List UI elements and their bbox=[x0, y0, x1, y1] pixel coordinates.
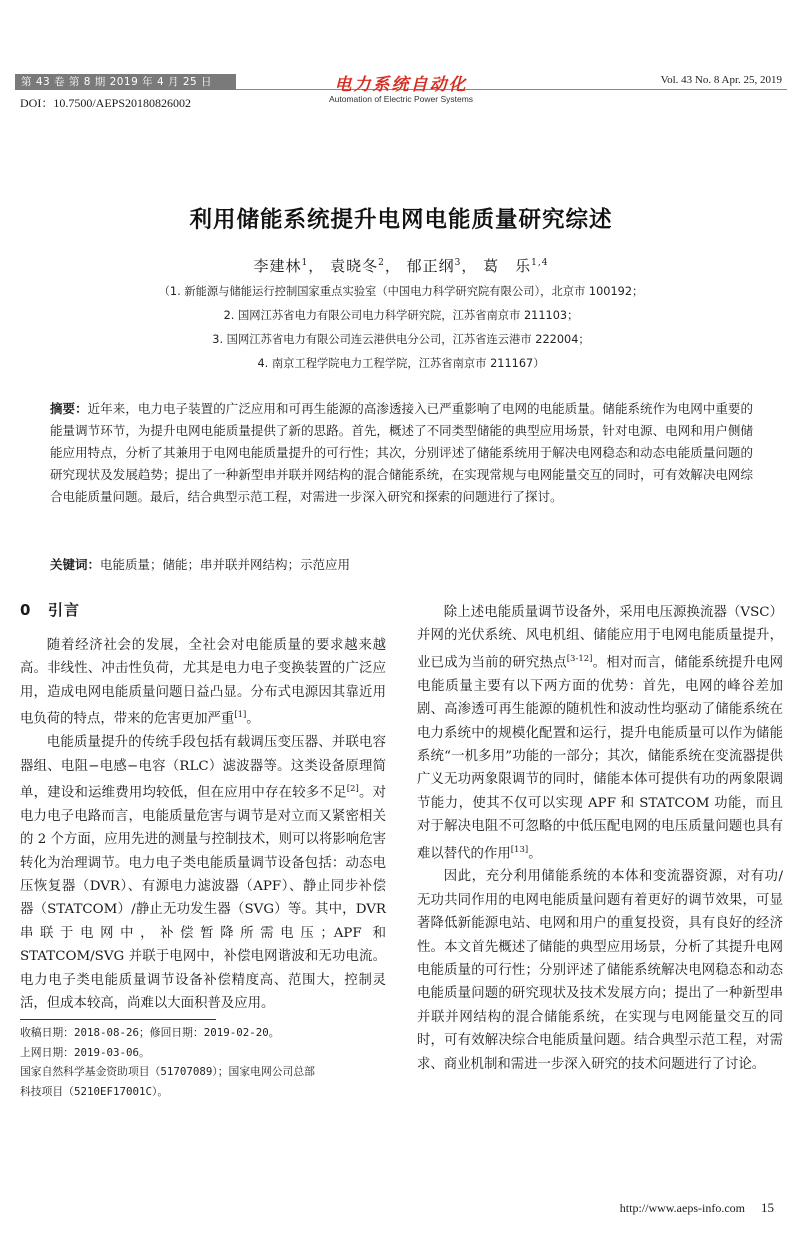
footnotes bbox=[20, 1023, 390, 1101]
author-name: 李建林 bbox=[253, 257, 302, 275]
journal-name-en: Automation of Electric Power Systems bbox=[328, 94, 474, 104]
footnote-rule bbox=[20, 1019, 216, 1020]
page-footer bbox=[620, 1200, 774, 1216]
citation: [13] bbox=[510, 844, 529, 855]
keywords-text: 电能质量；储能；串并联并网结构；示范应用 bbox=[100, 557, 351, 572]
left-column bbox=[20, 634, 386, 1015]
paragraph-text: 。相对而言，储能系统提升电网电能质量主要有以下两方面的优势：首先，电网的峰谷差加剧、高渗透可再生能源的随机性和波动性均驱动了储能系统在电力系统中的规模化配置和运行，提升电能质量可以作为储能系统“一机多用”功能的一部分；其次，储能系统在变流器提供广义无功两象限调节的同时，储能本体可提供有功的两象限调节能力，使其不仅可以实现 APF 和 STATCOM 功能，而且对于解决电阻不可忽略的中低压配电网的电压质量问题也具有难以替代的作用 bbox=[417, 655, 784, 861]
paragraph-text: 电能质量提升的传统手段包括有载调压变压器、并联电容器组、电阻−电感−电容（RLC）滤波器等。这类设备原理简单，建设和运维费用均较低，但在应用中存在较多不足 bbox=[20, 735, 386, 801]
keywords bbox=[50, 554, 753, 576]
page-number: 15 bbox=[761, 1200, 774, 1215]
citation: [1] bbox=[234, 710, 247, 721]
author-name: 郁正纲 bbox=[406, 257, 455, 275]
paragraph-text: 。 bbox=[528, 846, 542, 861]
author-name: 葛 乐 bbox=[483, 257, 532, 275]
citation: [2] bbox=[346, 783, 359, 794]
citation: [3-12] bbox=[566, 653, 593, 664]
paragraph bbox=[20, 731, 386, 1015]
paper-title: 利用储能系统提升电网电能质量研究综述 bbox=[189, 207, 613, 233]
abstract-text: 近年来，电力电子装置的广泛应用和可再生能源的高渗透接入已严重影响了电网的电能质量。储能系统作为电网中重要的能量调节环节，为提升电网电能质量提供了新的思路。首先，概述了不同类型储能的典型应用场景，针对电源、电网和用户侧储能应用特点，分析了其兼用于电网电能质量提升的可行性；其次，分别评述了储能系统用于解决电网稳态和动态电能质量问题的研究现状及发展趋势；提出了一种新型串并联并网结构的混合储能系统，在实现常规与电网能量交互的同时，可有效解决电网综合电能质量问题。最后，结合典型示范工程，对需进一步深入研究和探索的问题进行了探讨。 bbox=[50, 401, 753, 504]
section-heading bbox=[20, 599, 80, 620]
paragraph-text: 随着经济社会的发展，全社会对电能质量的要求越来越高。非线性、冲击性负荷，尤其是电力电子变换装置的广泛应用，造成电网电能质量问题日益凸显。分布式电源因其靠近用电负荷的特点，带来的危害更加严重 bbox=[20, 638, 386, 727]
author-name: 袁晓冬 bbox=[330, 257, 379, 275]
footnote-line: 科技项目（5210EF17001C）。 bbox=[20, 1084, 169, 1098]
author-affil-mark: 1 bbox=[301, 258, 309, 268]
paragraph-text: 除上述电能质量调节设备外，采用电压源换流器（VSC）并网的光伏系统、风电机组、储能应用于电网电能质量提升，业已成为当前的研究热点 bbox=[417, 605, 783, 671]
footnote-line: 国家自然科学基金资助项目（51707089）；国家电网公司总部 bbox=[20, 1065, 315, 1078]
keywords-label: 关键词： bbox=[50, 557, 101, 572]
author-affil-mark: 1,4 bbox=[531, 258, 549, 268]
author-affil-mark: 2 bbox=[378, 258, 385, 268]
author-list: 李建林$^1$， 袁晓冬$^2$， 郁正纲$^3$， 葛 乐$^{1,4}$ bbox=[253, 257, 549, 275]
paragraph-text: 。 bbox=[246, 711, 260, 727]
affiliation-1: （1. 新能源与储能运行控制国家重点实验室（中国电力科学研究院有限公司），北京市 100192； bbox=[158, 285, 644, 298]
paragraph: 因此，充分利用储能系统的本体和变流器资源，对有功/无功共同作用的电网电能质量问题有着更好的调节效果，可显著降低新能源电站、电网和用户的重复投资，具有良好的经济性。本文首先概述了储能的典型应用场景，分析了其提升电网电能质量的可行性；分别评述了储能系统解决电网稳态和动态电能质量问题的研究现状及技术发展方向；提出了一种新型串并联并网结构的混合储能系统，在实现与电网能量交互的同时，可有效解决综合电能质量问题。结合典型示范工程，对需求、商业机制和需进一步深入研究的技术问题进行了讨论。 bbox=[417, 869, 783, 1072]
abstract bbox=[50, 398, 753, 508]
affiliation-2: 2. 国网江苏省电力有限公司电力科学研究院，江苏省南京市 211103； bbox=[223, 309, 579, 322]
footnote-line: 上网日期：2019-03-06。 bbox=[20, 1045, 150, 1059]
journal-url[interactable]: http://www.aeps-info.com bbox=[619, 1201, 745, 1215]
paragraph-text: 。对电力电子电路而言，电能质量危害与调节是对立而又紧密相关的 2 个方面，应用先进的测量与控制技术，则可以将影响危害转化为治理调节。电力电子类电能质量调节设备包括：动态电压恢复器（DVR）、有源电力滤波器（APF）、静止同步补偿器（STATCOM）/静止无功发生器（SVG）等。其中，DVR 串联于电网中，补偿暂降所需电压；APF 和 STATCOM/SVG 并联于电网中，补偿电网谐波和无功电流。电力电子类电能质量调节设备补偿精度高、范围大，控制灵活，但成本较高，尚难以大面积普及应用。 bbox=[20, 785, 387, 1012]
footnote-line: 收稿日期：2018-08-26；修回日期：2019-02-20。 bbox=[20, 1026, 280, 1039]
journal-logo-cn: 电力系统自动化 bbox=[334, 75, 468, 95]
affiliation-3: 3. 国网江苏省电力有限公司连云港供电分公司，江苏省连云港市 222004； bbox=[212, 333, 590, 346]
abstract-label: 摘要： bbox=[50, 401, 88, 416]
author-affil-mark: 3 bbox=[454, 258, 462, 268]
section-title: 引言 bbox=[48, 601, 81, 619]
volume-info-en: Vol. 43 No. 8 Apr. 25, 2019 bbox=[660, 74, 782, 86]
section-number: 0 bbox=[20, 601, 32, 619]
affiliation-4: 4. 南京工程学院电力工程学院，江苏省南京市 211167） bbox=[257, 357, 545, 370]
doi: DOI：10.7500/AEPS20180826002 bbox=[20, 96, 192, 110]
issue-info: 第 43 卷 第 8 期 2019 年 4 月 25 日 bbox=[15, 74, 236, 90]
paragraph bbox=[417, 601, 783, 865]
paragraph bbox=[20, 634, 386, 731]
right-column bbox=[417, 601, 783, 1076]
